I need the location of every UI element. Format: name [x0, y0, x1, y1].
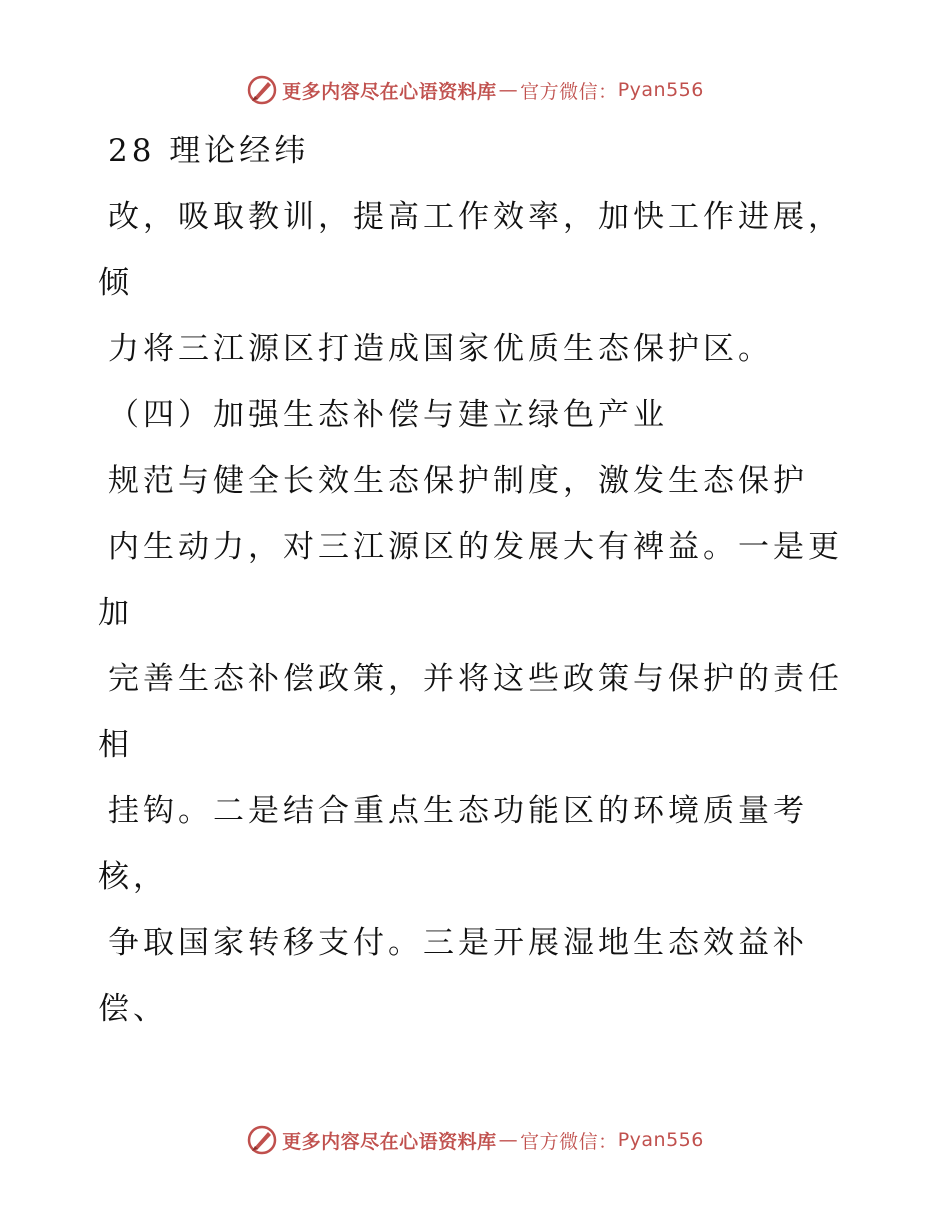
section-heading: （四）加强生态补偿与建立绿色产业	[108, 397, 668, 433]
document-body	[98, 118, 843, 1042]
header-watermark	[0, 70, 950, 110]
watermark-text: 更多内容尽在心语资料库	[282, 1130, 497, 1153]
text-line: 相	[98, 727, 133, 763]
text-line: 挂钩。二是结合重点生态功能区的环境质量考	[108, 793, 808, 829]
watermark-id: Pyan556	[617, 1129, 704, 1151]
page-heading: 28 理论经纬	[108, 133, 310, 169]
feather-pen-logo-icon	[246, 74, 278, 106]
text-line: 完善生态补偿政策，并将这些政策与保护的责任	[108, 661, 843, 697]
text-line: 核，	[98, 859, 168, 895]
watermark-separator: —	[498, 1129, 519, 1151]
text-line: 加	[98, 595, 133, 631]
text-line: 内生动力，对三江源区的发展大有裨益。一是更	[108, 529, 843, 565]
text-line: 倾	[98, 265, 133, 301]
watermark-separator: —	[498, 79, 519, 101]
footer-watermark	[0, 1120, 950, 1160]
text-line: 争取国家转移支付。三是开展湿地生态效益补	[108, 925, 808, 961]
watermark-id: Pyan556	[617, 79, 704, 101]
watermark-text: 更多内容尽在心语资料库	[282, 80, 497, 103]
text-line: 力将三江源区打造成国家优质生态保护区。	[108, 331, 773, 367]
watermark-suffix: 官方微信：	[520, 1130, 618, 1153]
text-line: 改，吸取教训，提高工作效率，加快工作进展，	[108, 199, 843, 235]
text-line: 规范与健全长效生态保护制度，激发生态保护	[108, 463, 808, 499]
text-line: 偿、	[98, 991, 168, 1027]
feather-pen-logo-icon	[246, 1124, 278, 1156]
watermark-suffix: 官方微信：	[520, 80, 618, 103]
